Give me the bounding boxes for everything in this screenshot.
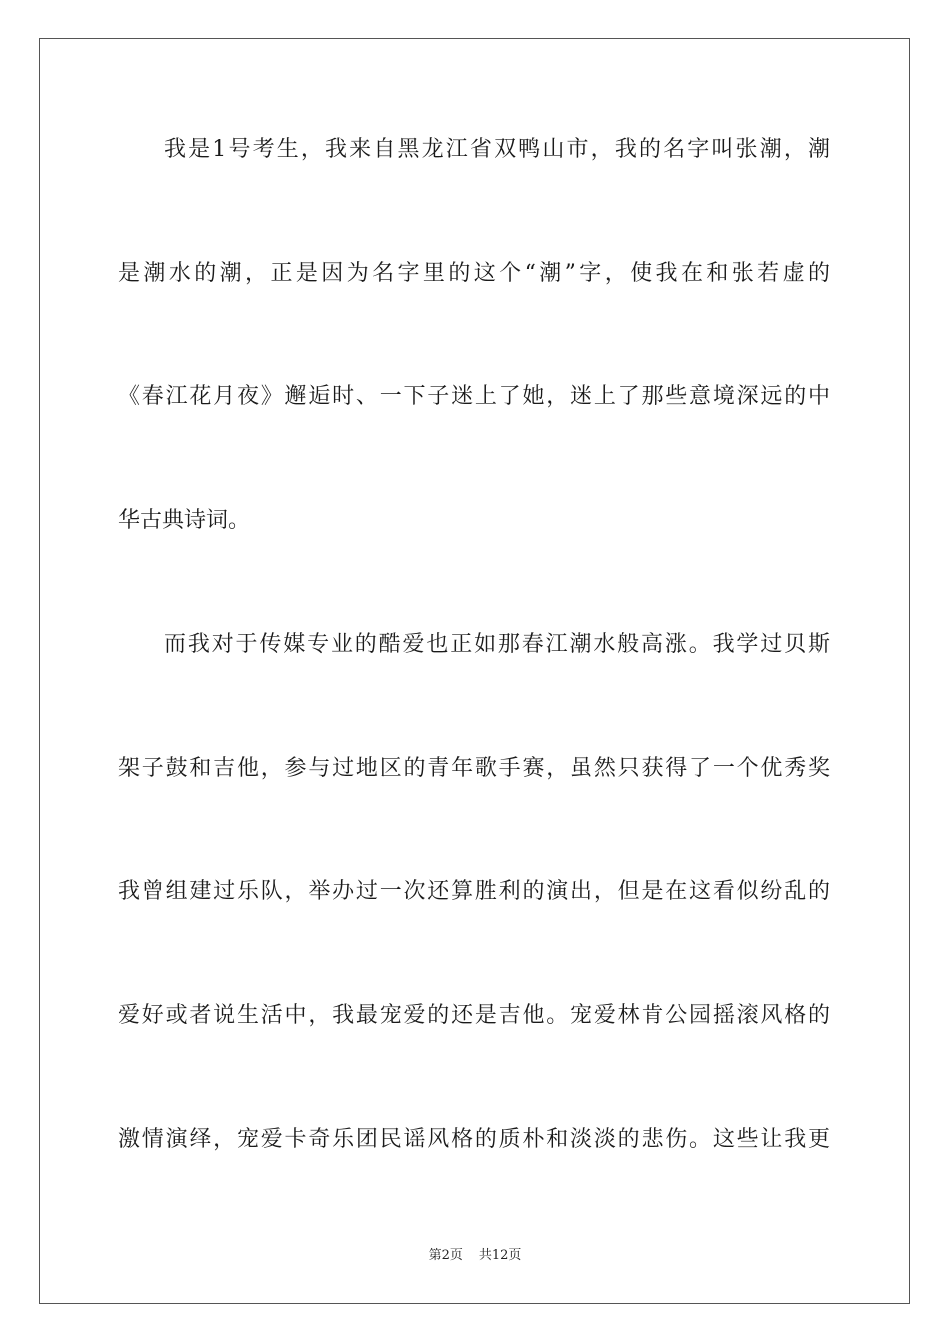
page-total: 共12页: [478, 1248, 522, 1263]
paragraph-2-line-2: 架子鼓和吉他，参与过地区的青年歌手赛，虽然只获得了一个优秀奖: [118, 756, 830, 781]
page-number: 第2页: [428, 1248, 463, 1263]
paragraph-1-line-3: 《春江花月夜》邂逅时、一下子迷上了她，迷上了那些意境深远的中: [118, 384, 830, 409]
paragraph-1-line-4: 华古典诗词。: [118, 508, 251, 533]
paragraph-1-line-1: 我是1号考生，我来自黑龙江省双鸭山市，我的名字叫张潮，潮: [164, 137, 830, 162]
paragraph-2-line-3: 我曾组建过乐队，举办过一次还算胜利的演出，但是在这看似纷乱的: [118, 879, 830, 904]
page-footer: [0, 1247, 950, 1265]
paragraph-2-line-1: 而我对于传媒专业的酷爱也正如那春江潮水般高涨。我学过贝斯: [164, 632, 830, 657]
paragraph-2-line-4: 爱好或者说生活中，我最宠爱的还是吉他。宠爱林肯公园摇滚风格的: [118, 1003, 830, 1028]
page-border: [39, 38, 910, 1304]
paragraph-2-line-5: 激情演绎，宠爱卡奇乐团民谣风格的质朴和淡淡的悲伤。这些让我更: [118, 1127, 830, 1152]
paragraph-1-line-2: 是潮水的潮，正是因为名字里的这个“潮”字，使我在和张若虚的: [118, 261, 830, 286]
